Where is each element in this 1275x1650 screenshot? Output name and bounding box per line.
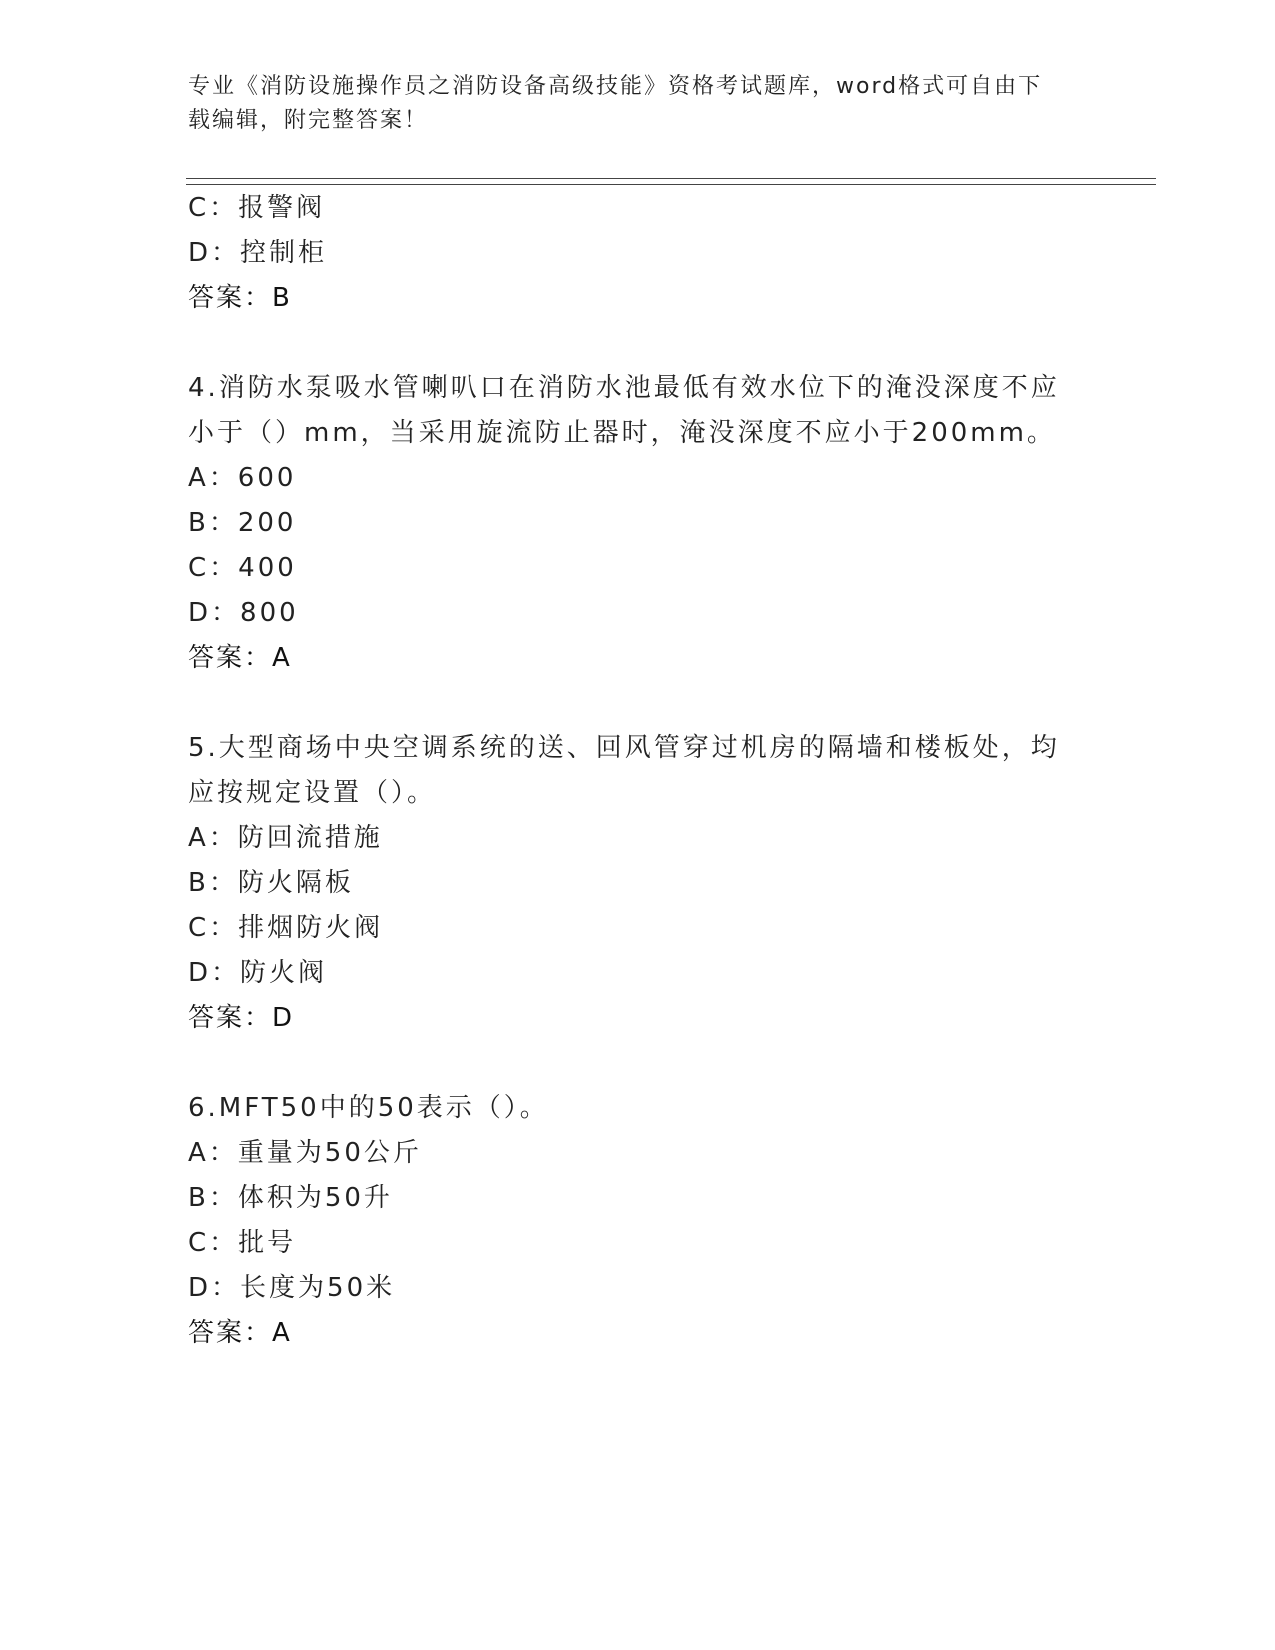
q5-option-d: D：防火阀 [188,958,328,988]
q4-option-a: A：600 [188,463,297,493]
q5-option-b: B：防火隔板 [188,868,354,898]
q6-option-a: A：重量为50公斤 [188,1138,422,1168]
q5-stem-line-2: 应按规定设置（）。 [188,778,437,808]
q4-option-b: B：200 [188,508,297,538]
q6-stem-line-1: 6.MFT50中的50表示（）。 [188,1093,549,1123]
header-line-2: 载编辑，附完整答案！ [188,108,429,133]
document-header [188,70,1068,138]
q6-option-d: D：长度为50米 [188,1273,396,1303]
q5-answer: 答案：D [188,1003,295,1033]
q3-option-c: C：报警阀 [188,193,326,223]
header-line-1: 专业《消防设施操作员之消防设备高级技能》资格考试题库，word格式可自由下 [188,74,1043,99]
q3-answer: 答案：B [188,283,292,313]
header-divider [186,178,1156,185]
q4-answer: 答案：A [188,643,292,673]
q6-option-c: C：批号 [188,1228,297,1258]
q4-stem-line-1: 4.消防水泵吸水管喇叭口在消防水池最低有效水位下的淹没深度不应 [188,373,1060,403]
q5-option-c: C：排烟防火阀 [188,913,384,943]
q4-option-d: D：800 [188,598,299,628]
q3-option-d: D：控制柜 [188,238,328,268]
q4-stem-line-2: 小于（）mm，当采用旋流防止器时，淹没深度不应小于200mm。 [188,418,1056,448]
q6-option-b: B：体积为50升 [188,1183,393,1213]
q6-answer: 答案：A [188,1318,292,1348]
q5-stem-line-1: 5.大型商场中央空调系统的送、回风管穿过机房的隔墙和楼板处，均 [188,733,1060,763]
q4-option-c: C：400 [188,553,297,583]
q5-option-a: A：防回流措施 [188,823,383,853]
